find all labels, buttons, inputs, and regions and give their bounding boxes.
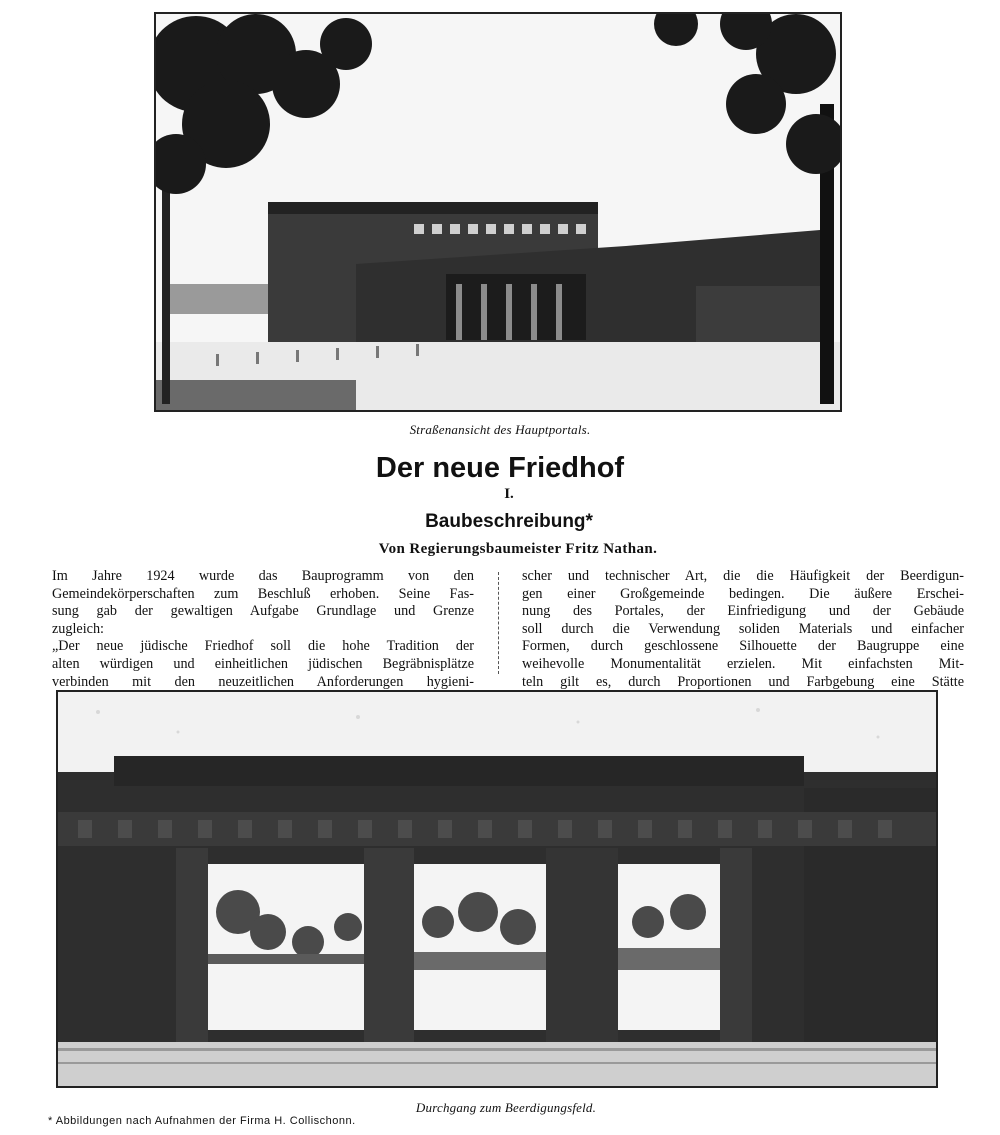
photo-passage [56,690,938,1088]
footnote: * Abbildungen nach Aufnahmen der Firma H. Collischonn. [48,1115,356,1127]
text-line: Formen, durch geschlossene Silhouette der Baugruppe eine [522,638,964,655]
photo-street-view-image [156,14,840,410]
column-divider [498,572,499,674]
article-byline: Von Regierungsbaumeister Fritz Nathan. [378,541,658,557]
text-line: sung gab der gewaltigen Aufgabe Grundlage und Grenze [52,603,474,620]
article-part-number: I. [504,486,514,502]
text-line: soll durch die Verwendung soliden Materials und einfacher [522,620,964,637]
text-line: gen einer Großgemeinde bedingen. Die äußere Erschei- [522,585,964,602]
text-column-right [522,568,964,691]
bottom-photo-caption: Durchgang zum Beerdigungsfeld. [415,1100,597,1115]
article-subtitle: Baubeschreibung* [425,511,593,532]
text-line: teln gilt es, durch Proportionen und Farbgebung eine Stätte [522,673,964,690]
text-line: Im Jahre 1924 wurde das Bauprogramm von den [52,568,474,584]
photo-street-view [154,12,842,412]
article-title: Der neue Friedhof [375,452,625,484]
text-line: nung des Portales, der Einfriedigung und der Gebäude [522,603,964,620]
text-column-left [52,568,474,691]
text-line: zugleich: [52,620,104,637]
text-line: Gemeindekörperschaften zum Beschluß erhoben. Seine Fas- [52,585,474,602]
top-photo-caption: Straßenansicht des Hauptportals. [409,422,591,437]
text-line: alten würdigen und einheitlichen jüdischen Begräbnisplätze [52,655,474,672]
text-line: „Der neue jüdische Friedhof soll die hohe Tradition der [52,638,474,655]
text-line: scher und technischer Art, die die Häufigkeit der Beerdigun- [522,568,964,584]
text-line: weihevolle Monumentalität erzielen. Mit einfachsten Mit- [522,655,964,672]
text-line: verbinden mit den neuzeitlichen Anforderungen hygieni- [52,673,474,690]
photo-passage-image [58,692,936,1086]
